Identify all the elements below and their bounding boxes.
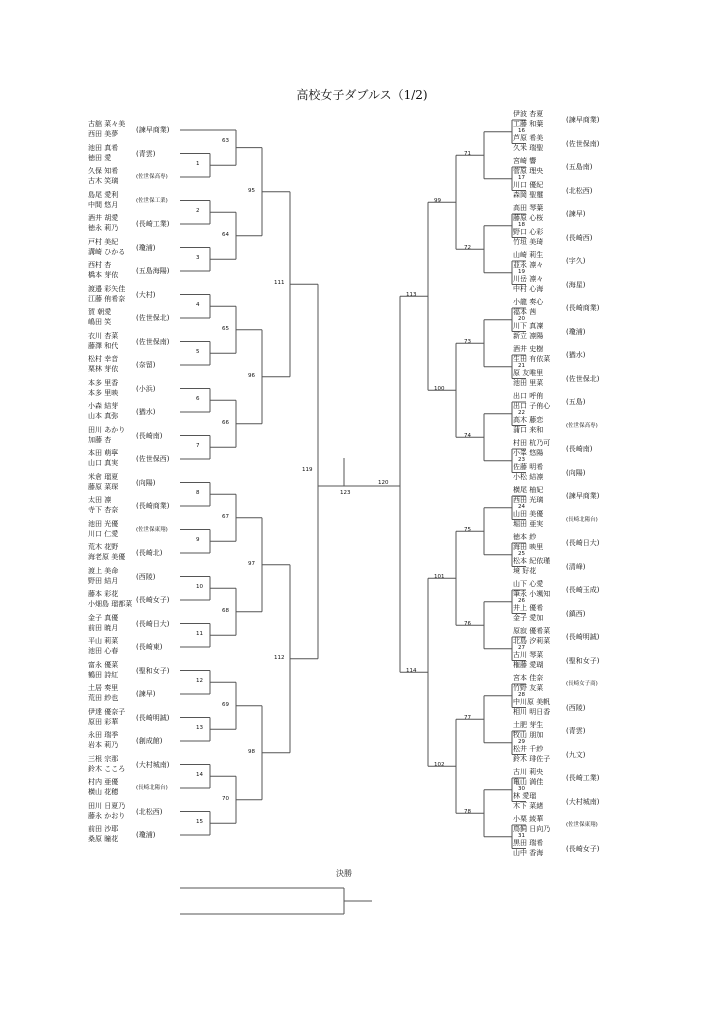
school-name: (佐世保北): [136, 314, 170, 322]
player-name: 高田 琴葉: [513, 204, 544, 212]
school-name: (佐世保工業): [136, 197, 168, 204]
player-name: 徳本 紗: [513, 533, 537, 541]
match-number: 74: [464, 433, 471, 440]
page-title: 高校女子ダブルス（1/2): [296, 88, 428, 102]
player-name: 西田 美夢: [88, 130, 119, 138]
player-name: 藤澤 和代: [88, 341, 119, 350]
player-name: 小峯 悠陽: [513, 449, 544, 457]
player-name: 工藤 和葉: [513, 120, 544, 128]
player-name: 出口 呼侑: [513, 392, 544, 400]
school-name: (長崎女子商): [566, 681, 598, 687]
player-name: 山口 真実: [88, 459, 119, 467]
player-name: 境 好花: [513, 566, 537, 575]
player-name: 川口 仁愛: [88, 529, 119, 538]
school-name: (長崎西): [566, 233, 593, 242]
match-number: 30: [518, 785, 525, 792]
player-name: 村内 亜優: [88, 778, 119, 786]
player-name: 加藤 杏: [88, 435, 112, 444]
match-number: 11: [196, 631, 203, 638]
player-name: 生田 有依菜: [513, 355, 551, 363]
player-name: 藤本 彩花: [88, 590, 119, 598]
player-name: 池田 真希: [88, 143, 119, 152]
school-name: (長崎北陽台): [136, 785, 168, 791]
player-name: 栗林 芽依: [88, 365, 119, 373]
match-number: 114: [406, 668, 417, 675]
player-name: 前田 暁月: [88, 623, 119, 632]
player-name: 北島 汐莉菜: [513, 637, 551, 645]
school-name: (西陵): [566, 703, 586, 712]
player-name: 中村 心海: [513, 284, 544, 293]
match-number: 72: [464, 245, 471, 252]
school-name: (佐世保南): [566, 139, 600, 148]
match-number: 7: [196, 443, 200, 450]
school-name: (奈留): [136, 361, 156, 369]
player-name: 小龍 奏心: [513, 298, 544, 306]
school-name: (長崎女子): [566, 844, 600, 853]
player-name: 権藤 愛瑚: [513, 660, 544, 669]
match-number: 10: [196, 584, 203, 591]
match-number: 75: [464, 527, 471, 534]
player-name: 小森 結芽: [88, 402, 119, 410]
school-name: (瓊浦): [566, 327, 586, 336]
match-number: 17: [518, 174, 525, 181]
player-name: 徳田 愛: [88, 153, 112, 162]
match-number: 1: [196, 161, 200, 168]
player-name: 宮本 佳奈: [513, 674, 544, 682]
match-number: 27: [518, 644, 525, 651]
school-name: (創成館): [136, 737, 163, 745]
school-name: (長崎商業): [136, 502, 170, 510]
match-number: 97: [248, 560, 255, 567]
match-number: 6: [196, 396, 200, 403]
player-name: 松本 紀依瑾: [513, 556, 551, 565]
match-number: 102: [434, 762, 445, 769]
school-name: (佐世保東翔): [566, 822, 598, 828]
match-number: 18: [518, 221, 525, 228]
player-name: 酒井 史樹: [513, 345, 544, 353]
match-number: 25: [518, 550, 525, 557]
school-name: (佐世保高専): [136, 174, 168, 180]
player-name: 土居 奏里: [88, 684, 119, 692]
player-name: 原田 彩華: [88, 717, 119, 726]
player-name: 並永 凛々: [513, 261, 544, 269]
match-number: 98: [248, 748, 255, 755]
player-name: 小松 結凛: [513, 472, 544, 481]
player-name: 藤原 心桜: [513, 214, 544, 222]
school-name: (長崎明誠): [566, 633, 600, 641]
player-name: 太田 凛: [88, 496, 112, 504]
player-name: 黒田 瑞希: [513, 838, 544, 847]
school-name: (長崎北陽台): [566, 516, 598, 523]
player-name: 古川 琴菜: [513, 650, 544, 659]
player-name: 藤永 かおり: [88, 811, 126, 820]
school-name: (青雲): [136, 149, 156, 158]
match-number: 12: [196, 678, 203, 685]
match-number: 76: [464, 621, 471, 628]
match-number: 120: [378, 480, 389, 487]
player-name: 三根 宗那: [88, 754, 119, 763]
match-number: 67: [222, 513, 229, 520]
player-name: 嶋田 笑: [88, 318, 112, 326]
player-name: 海老原 美優: [88, 553, 126, 561]
player-name: 岩本 莉乃: [88, 741, 119, 749]
match-number: 29: [518, 738, 525, 745]
school-name: (猶水): [136, 408, 156, 416]
school-name: (鎮西): [566, 609, 586, 618]
school-name: (佐世保北): [566, 374, 600, 383]
school-name: (長崎玉成): [566, 586, 600, 594]
school-name: (長崎工業): [566, 774, 600, 782]
match-number: 66: [222, 419, 229, 426]
match-number: 119: [302, 467, 313, 474]
final-label: 決勝: [336, 869, 352, 878]
player-name: 中川原 美帆: [513, 697, 551, 706]
school-name: (北松西): [136, 807, 163, 816]
player-name: 渡上 美命: [88, 566, 119, 575]
school-name: (佐世保高専): [566, 422, 598, 429]
player-name: 土肥 芽生: [513, 721, 544, 729]
player-name: 野田 結月: [88, 576, 119, 585]
school-name: (長崎日大): [566, 539, 600, 547]
player-name: 池田 心春: [88, 647, 119, 655]
match-number: 96: [248, 372, 255, 379]
player-name: 本多 里映: [88, 388, 119, 397]
match-number: 99: [434, 198, 441, 205]
player-name: 本多 里香: [88, 378, 119, 387]
player-name: 野口 心彩: [513, 227, 544, 236]
school-name: (長崎工業): [136, 220, 170, 228]
match-number: 20: [518, 315, 525, 322]
match-number: 26: [518, 597, 525, 604]
player-name: 出口 子侑心: [513, 402, 551, 410]
player-name: 川下 真凜: [513, 321, 544, 330]
school-name: (長崎南): [566, 445, 593, 453]
school-name: (諫早): [136, 690, 156, 698]
player-name: 江藤 侑希奈: [88, 294, 126, 303]
player-name: 山本 真弥: [88, 412, 119, 420]
player-name: 衣川 杏菜: [88, 331, 119, 340]
player-name: 田川 あかり: [88, 425, 126, 434]
player-name: 原寂 優希菜: [513, 627, 551, 635]
school-name: (諫早商業): [136, 126, 170, 134]
match-number: 21: [518, 362, 525, 369]
match-number: 113: [406, 292, 417, 299]
match-number: 24: [518, 503, 525, 510]
match-number: 15: [196, 819, 203, 826]
player-name: 富永 優菜: [88, 660, 119, 669]
player-name: 米倉 瑠夏: [88, 472, 119, 481]
player-name: 鳥飼 日向乃: [513, 825, 551, 833]
school-name: (長崎南): [136, 431, 163, 440]
player-name: 西村 杏: [88, 261, 112, 269]
player-name: 中間 悠月: [88, 200, 119, 209]
school-name: (長崎明誠): [136, 713, 170, 722]
player-name: 古木 笑璃: [88, 177, 119, 185]
school-name: (清峰): [566, 562, 586, 571]
match-number: 65: [222, 325, 229, 332]
player-name: 久米 瑞聖: [513, 143, 544, 152]
school-name: (西陵): [136, 572, 156, 581]
player-name: 戸村 美紀: [88, 237, 119, 246]
match-number: 23: [518, 456, 525, 463]
school-name: (長崎女子): [136, 596, 170, 604]
school-name: (五島海陽): [136, 267, 170, 275]
player-name: 酒井 胡愛: [88, 214, 119, 222]
player-name: 山下 心愛: [513, 580, 544, 588]
player-name: 蒲口 来和: [513, 425, 544, 434]
player-name: 木下 菜緒: [513, 801, 544, 810]
school-name: (長崎商業): [566, 304, 600, 312]
player-name: 竹野 友菜: [513, 684, 544, 692]
match-number: 28: [518, 691, 525, 698]
player-name: 牧山 朋加: [513, 731, 544, 739]
player-name: 永田 瑞季: [88, 731, 119, 739]
match-number: 77: [464, 715, 471, 722]
school-name: (長崎北): [136, 549, 163, 557]
player-name: 相川 明日香: [513, 707, 551, 716]
match-number: 4: [196, 302, 200, 309]
school-name: (諫早): [566, 210, 586, 218]
player-name: 伊波 杏夏: [513, 110, 544, 118]
school-name: (五島): [566, 398, 586, 406]
school-name: (宇久): [566, 257, 586, 265]
player-name: 川口 優紀: [513, 180, 544, 189]
school-name: (瓊浦): [136, 831, 156, 839]
player-name: 林 愛瑠: [513, 791, 537, 800]
school-name: (聖和女子): [566, 656, 600, 665]
match-number: 19: [518, 268, 525, 275]
school-name: (長崎東): [136, 643, 163, 651]
player-name: 藤原 菜琛: [88, 482, 119, 491]
school-name: (大村城南): [136, 760, 170, 769]
player-name: 菅原 理央: [513, 167, 544, 175]
player-name: 山中 香海: [513, 848, 544, 857]
school-name: (北松西): [566, 186, 593, 195]
player-name: 溝崎 ひかる: [88, 247, 126, 256]
player-name: 宮崎 響: [513, 157, 537, 165]
match-number: 14: [196, 772, 203, 779]
player-name: 西田 光璃: [513, 496, 544, 504]
match-number: 71: [464, 151, 471, 158]
player-name: 海田 映里: [513, 543, 544, 551]
match-number: 64: [222, 231, 229, 238]
school-name: (大村): [136, 290, 156, 299]
match-number: 73: [464, 339, 471, 346]
school-name: (諫早商業): [566, 492, 600, 500]
school-name: (九文): [566, 750, 586, 759]
player-name: 山崎 莉生: [513, 251, 544, 259]
school-name: (瓊浦): [136, 243, 156, 252]
player-name: 前田 沙耶: [88, 825, 119, 833]
school-name: (佐世保東翔): [136, 526, 168, 533]
school-name: (諫早商業): [566, 116, 600, 124]
player-name: 本田 萌寧: [88, 449, 119, 457]
player-name: 久保 知希: [88, 167, 119, 175]
match-number: 112: [274, 654, 285, 661]
school-name: (小浜): [136, 384, 156, 393]
player-name: 古舘 菜々美: [88, 120, 126, 128]
match-number: 8: [196, 490, 200, 497]
match-number: 69: [222, 701, 229, 708]
player-name: 荒田 紗也: [88, 694, 119, 702]
player-name: 池田 里菜: [513, 378, 544, 387]
player-name: 島尾 愛利: [88, 190, 119, 199]
match-number: 68: [222, 607, 229, 614]
player-name: 山田 美優: [513, 509, 544, 518]
player-name: 荒木 花野: [88, 543, 119, 551]
match-number: 70: [222, 795, 229, 802]
match-number: 123: [340, 490, 351, 496]
school-name: (大村城南): [566, 797, 600, 806]
match-number: 100: [434, 386, 445, 393]
player-name: 佐藤 明希: [513, 462, 544, 471]
player-name: 横山 花穂: [88, 788, 119, 796]
player-name: 筆永 小颯知: [513, 590, 551, 598]
player-name: 竹垣 美琦: [513, 237, 544, 246]
player-name: 池田 光優: [88, 519, 119, 528]
player-name: 堀田 亜実: [513, 519, 544, 528]
player-name: 松井 千紗: [513, 744, 544, 753]
player-name: 金子 愛加: [513, 613, 544, 622]
school-name: (佐世保南): [136, 337, 170, 346]
player-name: 松村 幸音: [88, 355, 119, 363]
match-number: 16: [518, 127, 525, 134]
school-name: (向陽): [566, 468, 586, 477]
player-name: 鈴木 こころ: [88, 764, 126, 773]
match-number: 5: [196, 349, 200, 356]
player-name: 伊達 優奈子: [88, 707, 126, 716]
player-name: 古川 莉央: [513, 768, 544, 776]
match-number: 111: [274, 280, 285, 287]
player-name: 田川 日夏乃: [88, 801, 126, 810]
player-name: 横尾 柚妃: [513, 486, 544, 494]
player-name: 原 友唯里: [513, 368, 544, 377]
player-name: 鈴木 琲佐子: [513, 754, 551, 763]
match-number: 78: [464, 809, 471, 816]
player-name: 川岳 凛々: [513, 274, 544, 283]
match-number: 9: [196, 537, 200, 544]
school-name: (青雲): [566, 727, 586, 735]
player-name: 芦原 希美: [513, 133, 544, 142]
match-number: 3: [196, 255, 200, 262]
school-name: (海星): [566, 280, 586, 289]
player-name: 渡邉 彩矢佳: [88, 284, 126, 293]
player-name: 平山 莉菜: [88, 637, 119, 645]
match-number: 95: [248, 187, 255, 194]
player-name: 亀山 満佳: [513, 778, 544, 786]
player-name: 小栗 綾華: [513, 815, 544, 823]
player-name: 福本 茜: [513, 308, 537, 316]
player-name: 鶴田 詩紅: [88, 670, 119, 679]
school-name: (五島南): [566, 163, 593, 171]
match-number: 22: [518, 409, 525, 416]
player-name: 高木 藤恋: [513, 415, 544, 424]
school-name: (長崎日大): [136, 619, 170, 628]
match-number: 63: [222, 137, 229, 144]
school-name: (猶水): [566, 351, 586, 359]
player-name: 森岡 聖璽: [513, 190, 544, 199]
player-name: 小畑島 瑠都菜: [88, 600, 133, 608]
school-name: (聖和女子): [136, 666, 170, 675]
player-name: 寺下 杏奈: [88, 506, 119, 514]
player-name: 桑原 瞳花: [88, 835, 119, 843]
match-number: 2: [196, 208, 200, 215]
player-name: 新立 凛陽: [513, 331, 544, 340]
player-name: 賀 朝愛: [88, 308, 112, 316]
match-number: 13: [196, 725, 203, 732]
player-name: 徳永 莉乃: [88, 224, 119, 232]
player-name: 金子 真優: [88, 613, 119, 622]
match-number: 31: [518, 832, 525, 839]
player-name: 井上 優希: [513, 603, 544, 612]
match-number: 101: [434, 574, 445, 581]
school-name: (向陽): [136, 478, 156, 487]
player-name: 橋本 芽依: [88, 271, 119, 279]
school-name: (佐世保西): [136, 455, 170, 463]
player-name: 村田 杭乃可: [513, 439, 551, 447]
